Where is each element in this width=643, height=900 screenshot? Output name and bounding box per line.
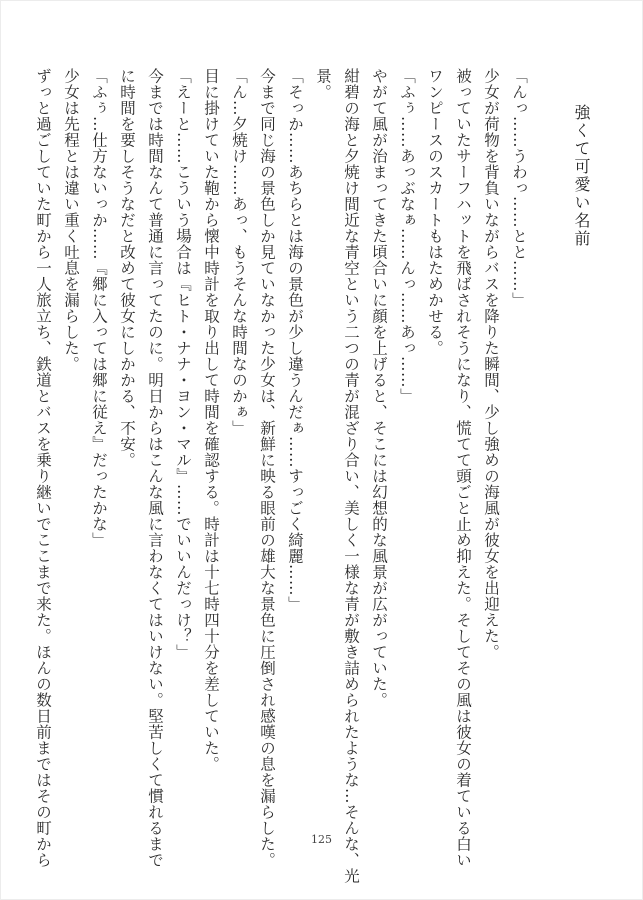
text-line: やがて風が治まってきた頃合いに顔を上げると、そこには幻想的な風景が広がっていた。 <box>370 68 388 708</box>
text-line: に時間を要しそうなだと改めて彼女にしかかる、不安。 <box>118 68 136 468</box>
text-line: 景。 <box>314 68 332 100</box>
text-line: 目に掛けていた鞄から懐中時計を取り出して時間を確認する。時計は十七時四十分を差していた。 <box>202 68 220 772</box>
text-line: ずっと過ごしていた町から一人旅立ち、鉄道とバスを乗り継いでここまで来た。ほんの数日前まではその町から <box>34 68 52 868</box>
text-line: 今までは時間なんて普通に言ってたのに。明日からはこんな風に言わなくてはいけない。堅苦しくて慣れるまで <box>146 68 164 868</box>
page-number: 125 <box>311 833 332 846</box>
text-line: 今まで同じ海の景色しか見ていなかった少女は、新鮮に映る眼前の雄大な景色に圧倒され感嘆の息を漏らした。 <box>258 68 276 868</box>
text-line: 紺碧の海と夕焼け間近な青空という二つの青が混ざり合い、美しく一様な青が敷き詰められたような…そんな、光 <box>342 68 360 884</box>
text-line: 被っていたサーフハットを飛ばされそうになり、慌てて頭ごと止め抑えた。そしてその風は彼女の着ている白い <box>454 68 472 868</box>
text-line: 「ん…夕焼け……あっ、もうそんな時間なのかぁ」 <box>230 68 248 436</box>
text-line: 「そっか……あちらとは海の景色が少し違うんだぁ……すっごく綺麗……」 <box>286 68 304 612</box>
text-line: 少女は先程とは違い重く吐息を漏らした。 <box>62 68 80 372</box>
chapter-title: 強くて可愛い名前 <box>572 104 591 248</box>
text-line: 「ふぅ…仕方ないっか……『郷に入っては郷に従え』だったかな」 <box>90 68 108 548</box>
text-line: 少女が荷物を背負いながらバスを降りた瞬間、少し強めの海風が彼女を出迎えた。 <box>482 68 500 660</box>
text-line: 「んっ……うわっ……とと……」 <box>510 68 528 308</box>
text-line: 「えーと……こういう場合は『ヒト・ナナ・ヨン・マル』……でいいんだっけ？」 <box>174 68 192 660</box>
text-line: 「ふぅ……あっぶなぁ……んっ……あっ……」 <box>398 68 416 404</box>
text-line: ワンピースのスカートもはためかせる。 <box>426 68 444 356</box>
